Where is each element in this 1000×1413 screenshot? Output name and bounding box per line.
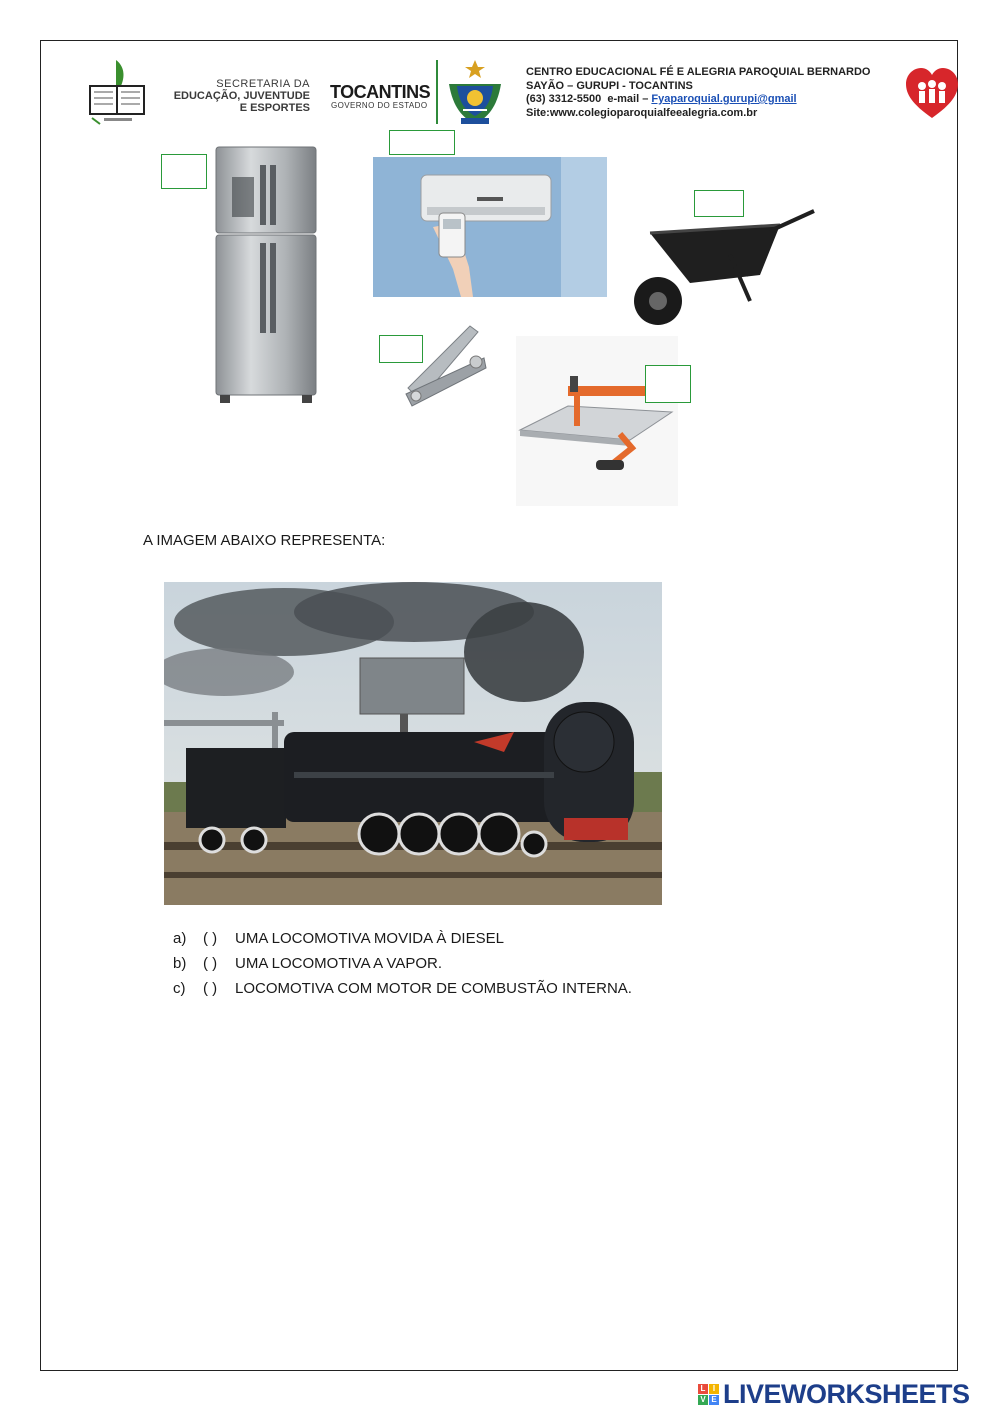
option-c-checkbox[interactable]: ( ) <box>203 980 218 997</box>
answer-box-air-conditioner[interactable] <box>389 130 455 155</box>
tocantins-subtitle: GOVERNO DO ESTADO <box>331 101 428 110</box>
option-b-text: UMA LOCOMOTIVA A VAPOR. <box>235 955 442 972</box>
secretaria-text <box>170 78 310 114</box>
secretaria-line-2: EDUCAÇÃO, JUVENTUDE <box>173 90 310 102</box>
air-conditioner-image <box>373 157 607 297</box>
header-divider <box>436 60 438 124</box>
answer-box-nail-clipper[interactable] <box>379 335 423 363</box>
email-link[interactable]: Fyaparoquial.gurupi@gmail <box>651 93 797 105</box>
liveworksheets-blocks-icon: L I V E <box>698 1384 719 1405</box>
steam-locomotive-image <box>164 582 662 905</box>
answer-box-paper-cutter[interactable] <box>645 365 691 403</box>
option-b-letter: b) <box>173 955 187 972</box>
secretaria-line-1: SECRETARIA DA <box>216 78 310 90</box>
wheelbarrow-image <box>630 205 820 330</box>
answer-box-wheelbarrow[interactable] <box>694 190 744 217</box>
option-a[interactable] <box>173 930 504 947</box>
contact-line <box>526 93 906 107</box>
coat-of-arms-icon <box>443 58 507 128</box>
institution-line-2: SAYÃO – GURUPI - TOCANTINS <box>526 79 693 92</box>
liveworksheets-logo[interactable] <box>698 1379 970 1409</box>
refrigerator-image <box>212 145 320 407</box>
email-label: e-mail – <box>607 93 649 105</box>
option-c-letter: c) <box>173 980 186 997</box>
site-line: Site:www.colegioparoquialfeealegria.com.br <box>526 106 758 119</box>
fe-alegria-heart-logo <box>904 66 960 122</box>
tocantins-title: TOCANTINS <box>330 82 431 102</box>
option-a-checkbox[interactable]: ( ) <box>203 930 218 947</box>
question-prompt: A IMAGEM ABAIXO REPRESENTA: <box>143 532 386 549</box>
phone: (63) 3312-5500 <box>526 93 602 105</box>
option-b[interactable] <box>173 955 442 972</box>
secretaria-line-3: E ESPORTES <box>239 102 310 114</box>
option-c[interactable] <box>173 980 632 997</box>
option-c-text: LOCOMOTIVA COM MOTOR DE COMBUSTÃO INTERNA. <box>235 980 632 997</box>
liveworksheets-wordmark: LIVEWORKSHEETS <box>723 1378 970 1409</box>
school-logo <box>86 58 148 126</box>
option-a-letter: a) <box>173 930 187 947</box>
option-a-text: UMA LOCOMOTIVA MOVIDA À DIESEL <box>235 930 504 947</box>
institution-info <box>526 66 906 120</box>
paper-cutter-image <box>516 336 678 506</box>
option-b-checkbox[interactable]: ( ) <box>203 955 218 972</box>
institution-line-1: CENTRO EDUCACIONAL FÉ E ALEGRIA PAROQUIAL BERNARDO <box>526 66 871 78</box>
answer-box-refrigerator[interactable] <box>161 154 207 189</box>
